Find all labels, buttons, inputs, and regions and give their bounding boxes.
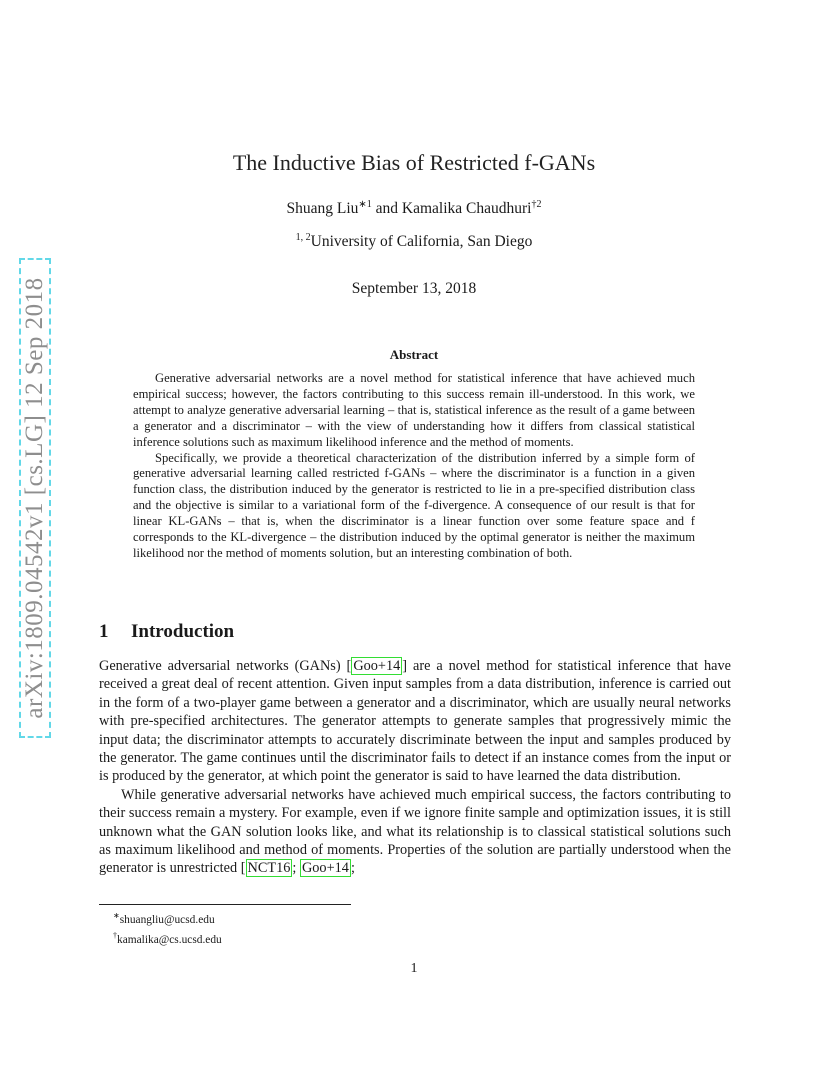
intro-paragraph-1: Generative adversarial networks (GANs) [ Goo+14 ] are a novel method for statistical inference that have received a great deal of recent attention. Given input samples from a data distribution, inference is carried out in the form of a two-player game between a generator and a discriminator, which are usually neural networks with pre-specified architectures. The generator attempts to generate samples that progressively mimic the input data; the discriminator attempts to accurately discriminate between the input and samples produced by the generator. The game continues until the discriminator fails to detect if an instance comes from the input or is produced by the generator, at which point the generator is said to have learned the data distribution. [99, 658, 731, 785]
intro-p2-text-a: While generative adversarial networks have achieved much empirical success, the factors contributing to their success remain a mystery. For example, even if we ignore finite sample and optimization issues, it is still unknown what the GAN solution looks like, and what its relationship is to classical statistical solutions such as maximum likelihood and method of moments. Properties of the solution are partially understood when the generator is unrestricted [99, 786, 731, 877]
author-2: Kamalika Chaudhuri [401, 200, 532, 218]
author-line [0, 199, 828, 218]
author-2-mark: †2 [531, 199, 542, 210]
affiliation-mark: 1, 2 [295, 232, 311, 243]
footnotes [113, 908, 222, 948]
footnote-2-email[interactable]: kamalika@cs.ucsd.edu [117, 933, 222, 946]
abstract-heading: Abstract [389, 347, 439, 362]
author-conjunction: and [375, 200, 399, 218]
intro-body [99, 657, 731, 878]
section-title: Introduction [131, 621, 235, 642]
abstract-paragraph-1: Generative adversarial networks are a novel method for statistical inference that have achieved much empirical success; however, the factors contributing to this success remain ill-understood. In this work, we attempt to analyze generative adversarial learning – that is, statistical inference as the result of a game between a generator and a discriminator – with the view of understanding how it differs from classical statistical inference solutions such as maximum likelihood inference and the method of moments. [133, 371, 695, 449]
footnote-1 [113, 908, 222, 928]
affiliation-name: University of California, San Diego [310, 233, 533, 251]
section-heading [99, 621, 234, 643]
abstract-body [133, 371, 695, 562]
section-number: 1 [99, 621, 109, 642]
intro-p1-text-b: are a novel method for statistical inference that have received a great deal of recent attention. Given input samples from a data distribution, inference is carried out in the form of a two-player game between a generator and a discriminator, which are usually neural networks with pre-specified architectures. The generator attempts to generate samples that progressively mimic the input data; the discriminator attempts to accurately discriminate between the input and samples produced by the generator. The game continues until the discriminator fails to detect if an instance comes from the input or is produced by the generator, at which point the generator is said to have learned the data distribution. [99, 658, 731, 785]
paper-title: The Inductive Bias of Restricted f-GANs [232, 150, 596, 175]
author-1-mark: ∗1 [358, 199, 372, 210]
footnote-2 [113, 928, 222, 948]
intro-p2-text-b: ; [350, 860, 355, 877]
arxiv-stamp-text: arXiv:1809.04542v1 [cs.LG] 12 Sep 2018 [21, 277, 48, 719]
intro-paragraph-2: While generative adversarial networks have achieved much empirical success, the factors contributing to their success remain a mystery. For example, even if we ignore finite sample and optimization issues, it is still unknown what the GAN solution looks like, and what its relationship is to classical statistical solutions such as maximum likelihood and method of moments. Properties of the solution are partially understood when the generator is unrestricted [ NCT16 ; Goo+14 ; [99, 786, 731, 877]
paper-date: September 13, 2018 [351, 280, 477, 297]
citation-link[interactable]: Goo+14 [353, 658, 401, 674]
author-1: Shuang Liu [286, 200, 359, 218]
citation-separator: ; [292, 860, 300, 877]
arxiv-stamp[interactable] [19, 258, 51, 738]
page-number: 1 [410, 961, 418, 976]
intro-p1-text-a: Generative adversarial networks (GANs) [99, 658, 347, 674]
affiliation [0, 232, 828, 251]
citation-link[interactable]: NCT16 [247, 860, 291, 877]
footnote-2-mark: † [113, 930, 117, 940]
footnote-rule [99, 904, 351, 905]
footnote-1-mark: ∗ [113, 911, 120, 920]
abstract-paragraph-2: Specifically, we provide a theoretical characterization of the distribution inferred by a simple form of generative adversarial learning called restricted f-GANs – where the discriminator is a function in a given function class, the distribution induced by the generator is restricted to lie in a pre-specified distribution class and the objective is similar to a variational form of the f-divergence. A consequence of our result is that for linear KL-GANs – that is, when the discriminator is a linear function over some feature space and f corresponds to the KL-divergence – the distribution induced by the optimal generator is neither the maximum likelihood nor the method of moments solution, but an interesting combination of both. [133, 450, 695, 560]
citation-link[interactable]: Goo+14 [301, 860, 349, 877]
footnote-1-email[interactable]: shuangliu@ucsd.edu [119, 913, 215, 926]
